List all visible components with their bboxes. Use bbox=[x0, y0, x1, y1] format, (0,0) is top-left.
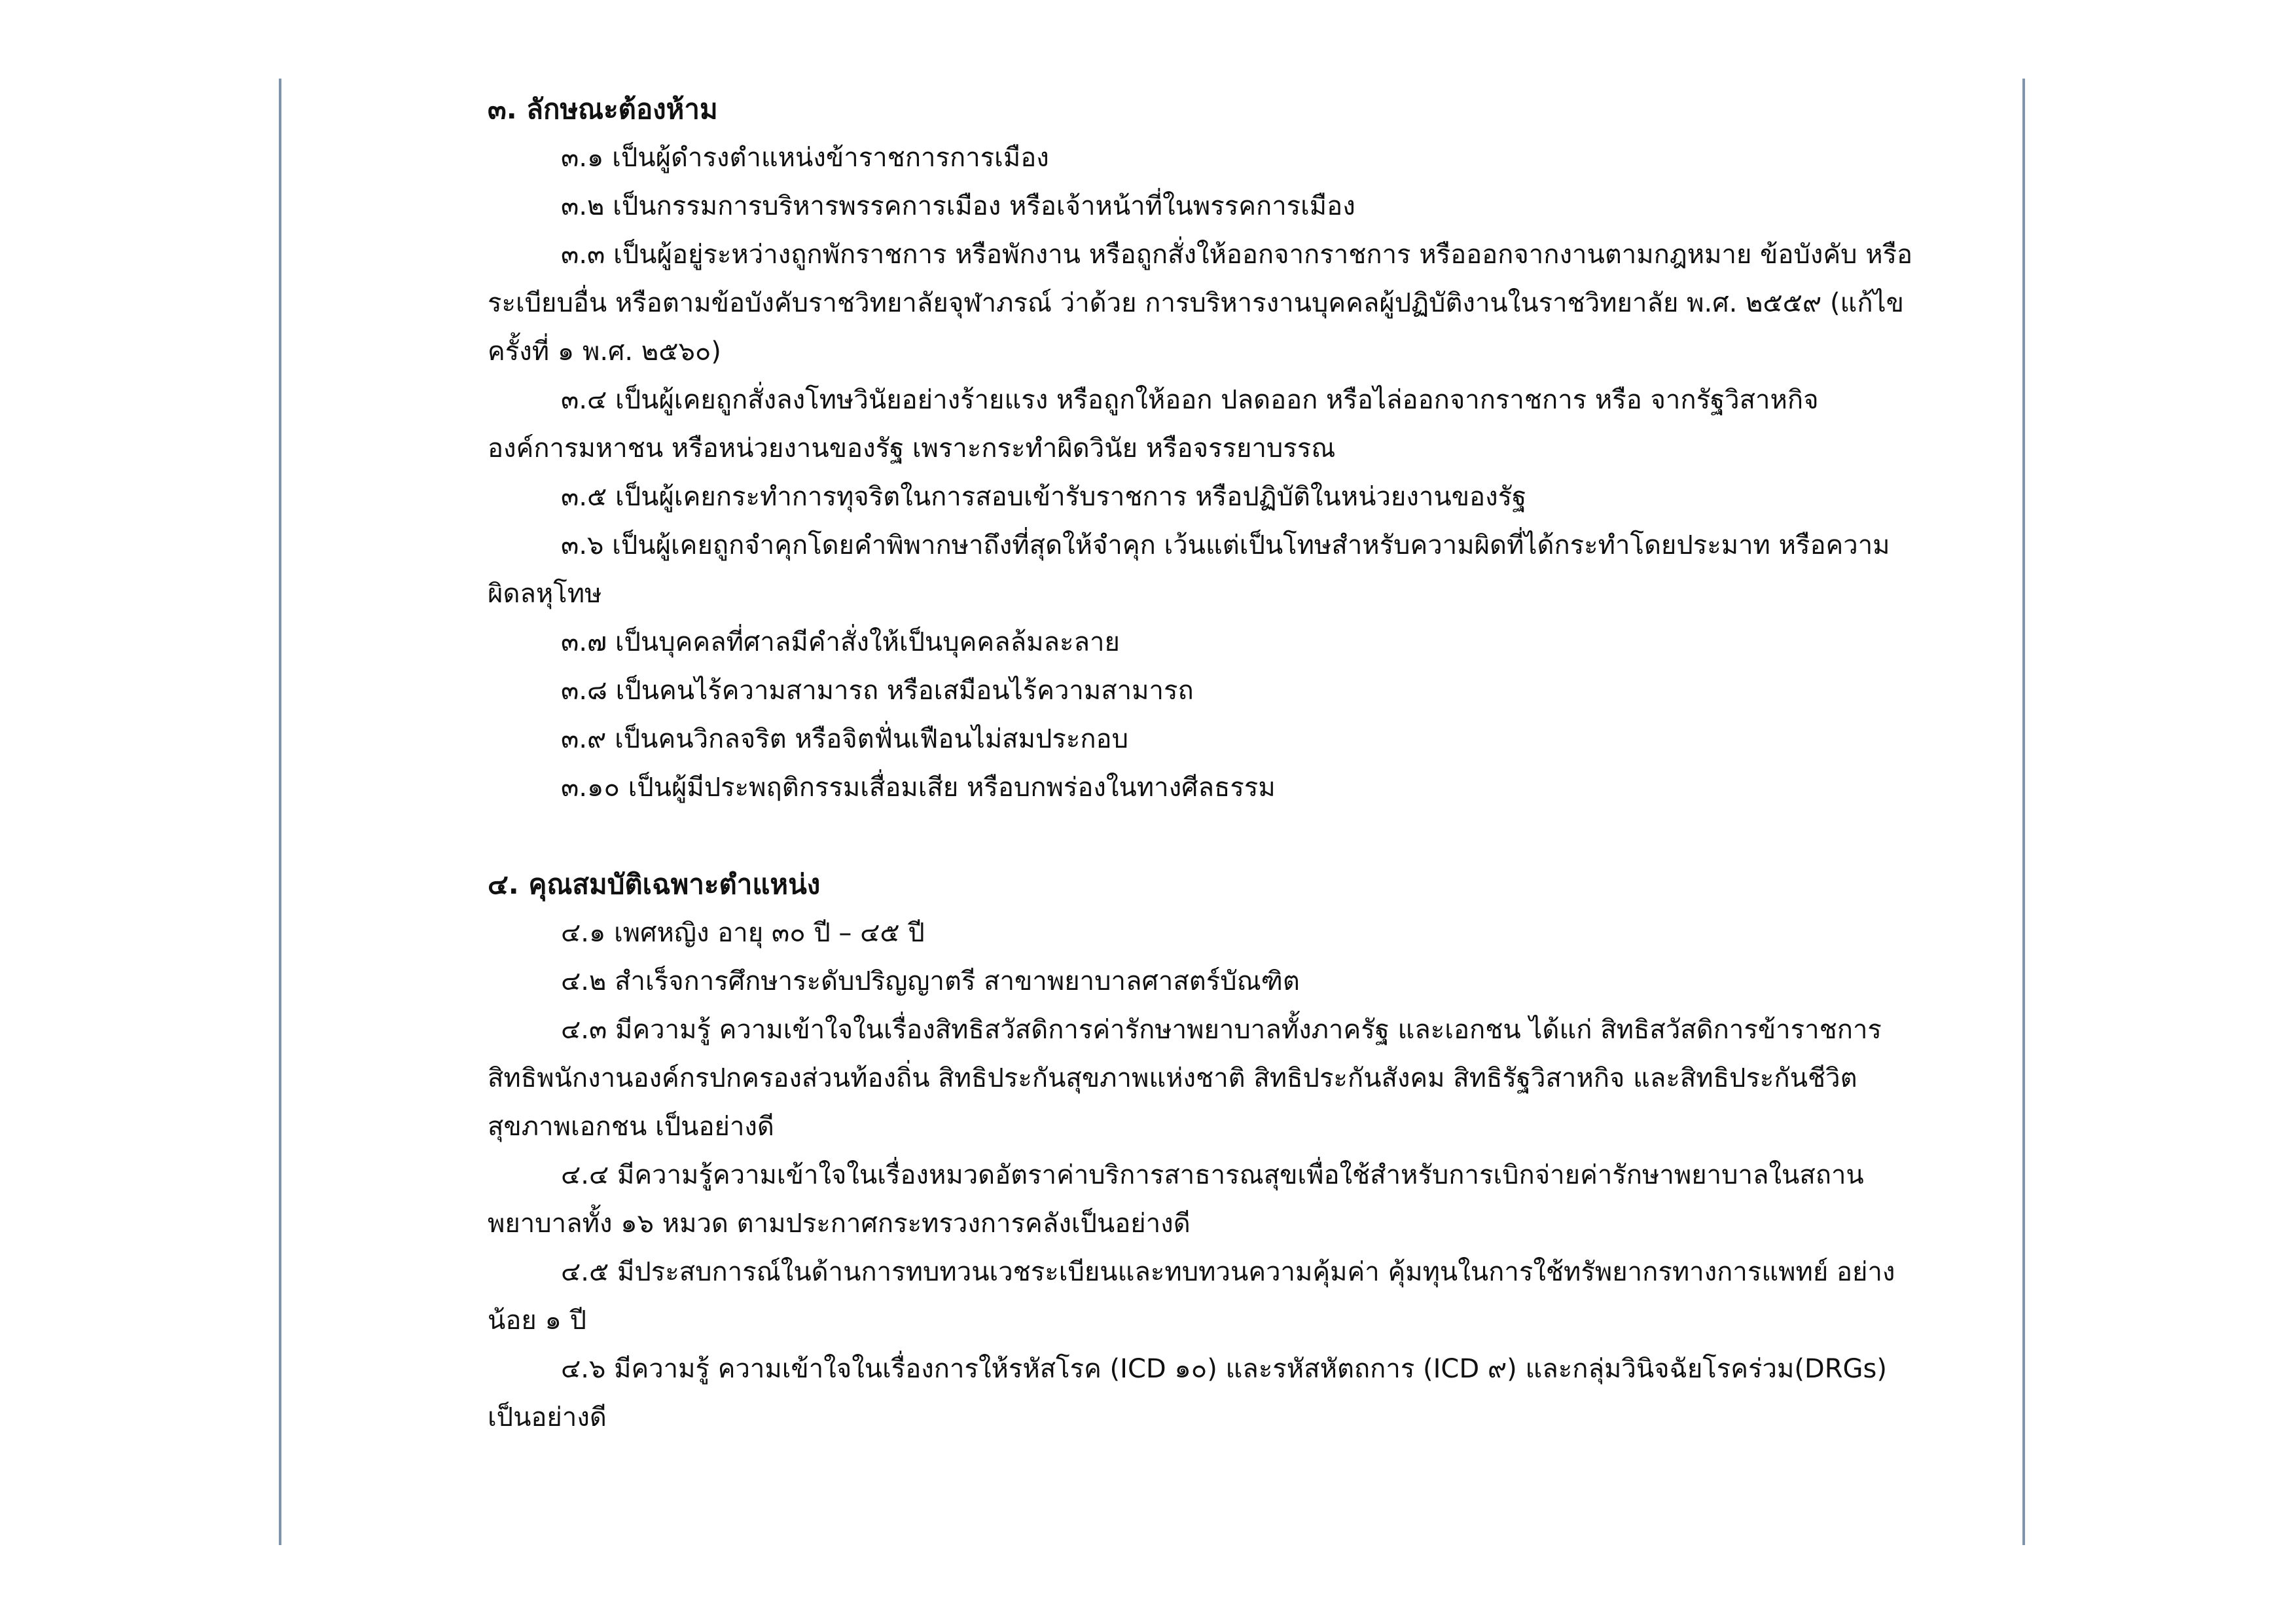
clause-3-5: ๓.๕ เป็นผู้เคยกระทำการทุจริตในการสอบเข้ารับราชการ หรือปฏิบัติในหน่วยงานของรัฐ bbox=[561, 482, 1527, 512]
section-heading-prohibitions: ๓. ลักษณะต้องห้าม bbox=[488, 93, 718, 125]
clause-4-6: ๔.๖ มีความรู้ ความเข้าใจในเรื่องการให้รหัสโรค (ICD ๑๐) และรหัสหัตถการ (ICD ๙) และกลุ่มวินิจฉัยโรคร่วม(DRGs) เป็นอย่างดี bbox=[488, 1354, 1887, 1432]
section-heading-qualifications: ๔. คุณสมบัติเฉพาะตำแหน่ง bbox=[488, 868, 821, 900]
section-spacer bbox=[488, 812, 1914, 860]
clause-4-5: ๔.๕ มีประสบการณ์ในด้านการทบทวนเวชระเบียนและทบทวนความคุ้มค่า คุ้มทุนในการใช้ทรัพยากรทางการแพทย์ อย่างน้อย ๑ ปี bbox=[488, 1257, 1895, 1336]
clause-3-8: ๓.๘ เป็นคนไร้ความสามารถ หรือเสมือนไร้ความสามารถ bbox=[561, 676, 1194, 706]
document-body bbox=[488, 85, 1914, 1442]
clause-3-6: ๓.๖ เป็นผู้เคยถูกจำคุกโดยคำพิพากษาถึงที่สุดให้จำคุก เว้นแต่เป็นโทษสำหรับความผิดที่ได้กระทำโดยประมาท หรือความผิดลหุโทษ bbox=[488, 530, 1890, 609]
clause-3-10: ๓.๑๐ เป็นผู้มีประพฤติกรรมเสื่อมเสีย หรือบกพร่องในทางศีลธรรม bbox=[561, 773, 1276, 803]
page-border-right bbox=[2022, 79, 2025, 1545]
clause-3-9: ๓.๙ เป็นคนวิกลจริต หรือจิตฟั่นเฟือนไม่สมประกอบ bbox=[561, 724, 1128, 754]
clause-3-1: ๓.๑ เป็นผู้ดำรงตำแหน่งข้าราชการการเมือง bbox=[561, 143, 1049, 173]
clause-4-3: ๔.๓ มีความรู้ ความเข้าใจในเรื่องสิทธิสวัสดิการค่ารักษาพยาบาลทั้งภาครัฐ และเอกชน ได้แก่ สิทธิสวัสดิการข้าราชการ สิทธิพนักงานองค์กรปกครองส่วนท้องถิ่น สิทธิประกันสุขภาพแห่งชาติ สิทธิประกันสังคม สิทธิรัฐวิสาหกิจ และสิทธิประกันชีวิตสุขภาพเอกชน เป็นอย่างดี bbox=[488, 1015, 1882, 1142]
clause-3-3: ๓.๓ เป็นผู้อยู่ระหว่างถูกพักราชการ หรือพักงาน หรือถูกสั่งให้ออกจากราชการ หรือออกจากงานตามกฎหมาย ข้อบังคับ หรือระเบียบอื่น หรือตามข้อบังคับราชวิทยาลัยจุฬาภรณ์ ว่าด้วย การบริหารงานบุคคลผู้ปฏิบัติงานในราชวิทยาลัย พ.ศ. ๒๕๕๙ (แก้ไขครั้งที่ ๑ พ.ศ. ๒๕๖๐) bbox=[488, 240, 1913, 367]
clause-3-2: ๓.๒ เป็นกรรมการบริหารพรรคการเมือง หรือเจ้าหน้าที่ในพรรคการเมือง bbox=[561, 191, 1355, 221]
clause-4-2: ๔.๒ สำเร็จการศึกษาระดับปริญญาตรี สาขาพยาบาลศาสตร์บัณฑิต bbox=[561, 966, 1300, 996]
page-border-left bbox=[279, 79, 281, 1545]
clause-4-4: ๔.๔ มีความรู้ความเข้าใจในเรื่องหมวดอัตราค่าบริการสาธารณสุขเพื่อใช้สำหรับการเบิกจ่ายค่ารักษาพยาบาลในสถานพยาบาลทั้ง ๑๖ หมวด ตามประกาศกระทรวงการคลังเป็นอย่างดี bbox=[488, 1160, 1864, 1239]
clause-4-1: ๔.๑ เพศหญิง อายุ ๓๐ ปี – ๔๕ ปี bbox=[561, 918, 925, 948]
clause-3-4: ๓.๔ เป็นผู้เคยถูกสั่งลงโทษวินัยอย่างร้ายแรง หรือถูกให้ออก ปลดออก หรือไล่ออกจากราชการ หรือ จากรัฐวิสาหกิจ องค์การมหาชน หรือหน่วยงานของรัฐ เพราะกระทำผิดวินัย หรือจรรยาบรรณ bbox=[488, 385, 1819, 464]
clause-3-7: ๓.๗ เป็นบุคคลที่ศาลมีคำสั่งให้เป็นบุคคลล้มละลาย bbox=[561, 627, 1120, 657]
